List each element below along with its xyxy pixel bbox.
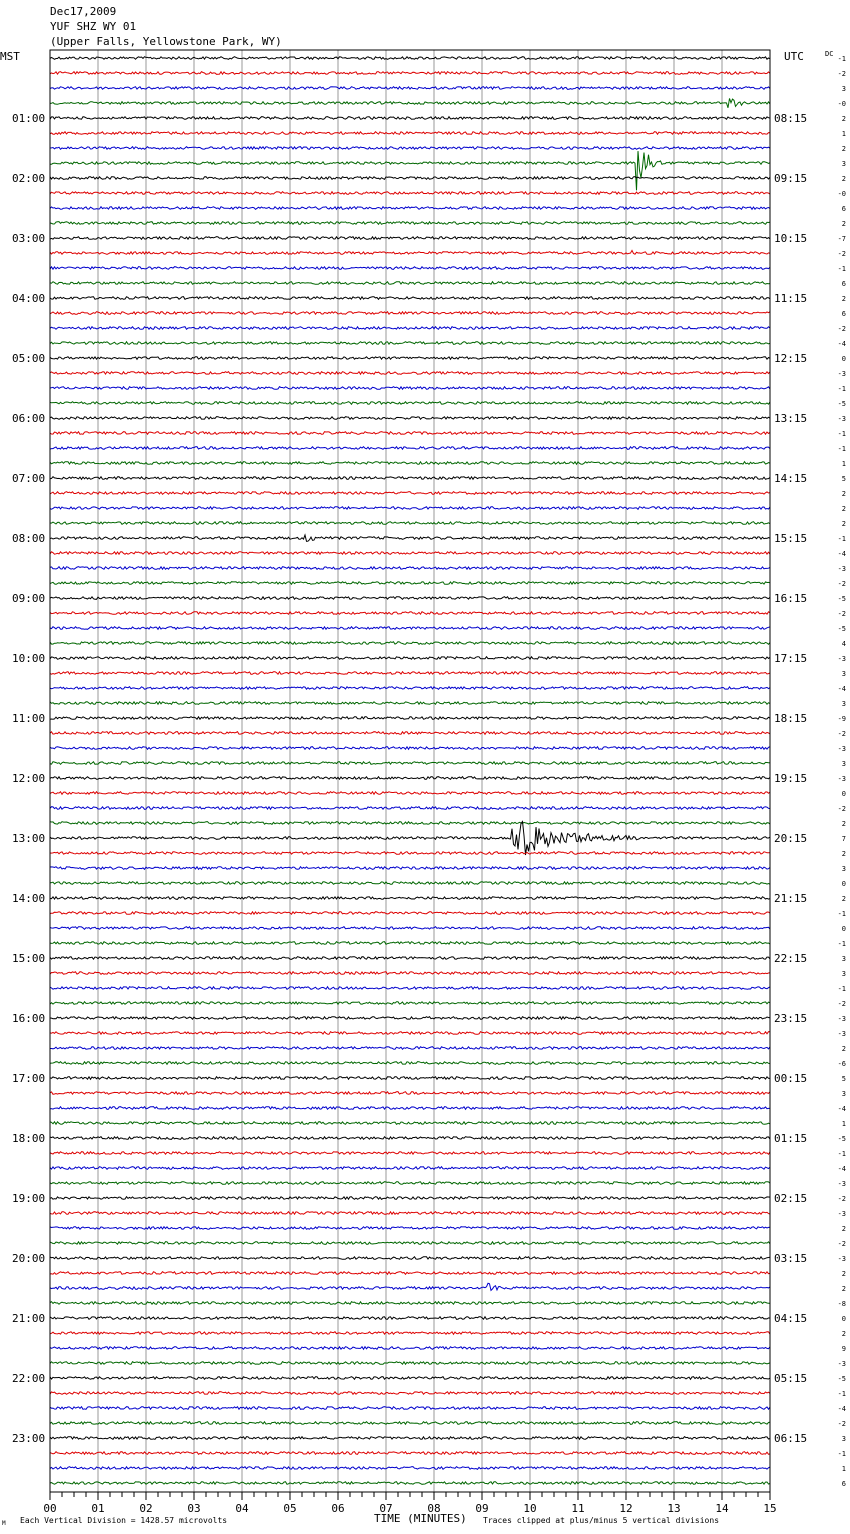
mst-hour-label: 15:00 [12,952,46,965]
dc-offset-label: 0 [841,880,846,888]
dc-offset-label: -4 [837,1405,846,1413]
dc-offset-label: -3 [837,1255,846,1263]
seismic-trace [50,627,770,630]
seismic-trace [50,1032,770,1035]
dc-offset-label: 3 [841,955,846,963]
dc-offset-label: -2 [837,805,846,813]
seismic-trace [50,1182,770,1185]
seismic-trace [50,1422,770,1425]
x-tick-label: 08 [427,1502,441,1515]
logo-mark: M [2,1520,6,1527]
dc-offset-label: 3 [841,85,846,93]
dc-offset-label: -9 [837,715,846,723]
right-timezone-label: UTC [784,50,804,63]
seismic-trace [50,1377,770,1380]
seismic-trace [50,267,770,270]
seismic-trace [50,987,770,990]
seismic-trace [50,1257,770,1260]
utc-hour-label: 20:15 [774,832,808,845]
seismic-trace [50,972,770,975]
seismic-trace [50,1212,770,1215]
mst-hour-label: 19:00 [12,1192,46,1205]
dc-offset-label: 1 [841,1120,846,1128]
seismic-trace [50,1062,770,1065]
dc-offset-label: 3 [841,970,846,978]
utc-hour-label: 17:15 [774,652,808,665]
utc-hour-label: 00:15 [774,1072,808,1085]
utc-hour-label: 19:15 [774,772,808,785]
x-tick-label: 04 [235,1502,249,1515]
x-tick-label: 02 [139,1502,153,1515]
location-label: (Upper Falls, Yellowstone Park, WY) [50,35,282,48]
seismic-trace [50,957,770,960]
mst-hour-label: 17:00 [12,1072,46,1085]
dc-offset-label: -2 [837,70,846,78]
seismic-trace [50,132,770,135]
scale-note: Each Vertical Division = 1428.57 microvolts [20,1516,228,1525]
seismic-trace [50,552,770,555]
trace-group [50,57,770,1485]
dc-offset-label: 2 [841,175,846,183]
mst-hour-label: 21:00 [12,1312,46,1325]
x-tick-label: 05 [283,1502,297,1515]
mst-hour-label: 04:00 [12,292,46,305]
dc-offset-labels [838,55,846,1488]
dc-offset-label: -7 [837,235,846,243]
dc-header-label: DC [825,50,834,58]
dc-offset-label: 6 [841,280,846,288]
seismic-trace [50,1152,770,1155]
date-label: Dec17,2009 [50,5,117,18]
mst-hour-label: 10:00 [12,652,46,665]
dc-offset-label: 2 [841,145,846,153]
mst-hour-label: 20:00 [12,1252,46,1265]
x-tick-label: 01 [91,1502,105,1515]
seismic-trace [50,612,770,615]
dc-offset-label: 3 [841,760,846,768]
seismic-trace [50,1332,770,1335]
dc-offset-label: 2 [841,115,846,123]
dc-offset-label: -0 [837,190,846,198]
utc-hour-label: 04:15 [774,1312,808,1325]
dc-offset-label: 2 [841,895,846,903]
dc-offset-label: 0 [841,925,846,933]
seismic-trace [50,282,770,285]
seismic-trace [50,522,770,525]
x-tick-label: 11 [571,1502,585,1515]
seismic-trace [50,177,770,180]
mst-hour-label: 02:00 [12,172,46,185]
seismic-trace [50,732,770,735]
seismic-trace [50,747,770,750]
dc-offset-label: 4 [841,640,846,648]
seismic-trace [50,822,770,825]
seismic-trace [50,582,770,585]
seismic-trace [50,927,770,930]
seismic-trace [50,687,770,690]
mst-hour-label: 11:00 [12,712,46,725]
dc-offset-label: 2 [841,520,846,528]
dc-offset-label: 3 [841,700,846,708]
utc-hour-label: 18:15 [774,712,808,725]
dc-offset-label: 0 [841,1315,846,1323]
dc-offset-label: -3 [837,565,846,573]
dc-offset-label: 1 [841,130,846,138]
x-axis-title: TIME (MINUTES) [374,1512,467,1525]
dc-offset-label: -3 [837,1210,846,1218]
mst-hour-label: 16:00 [12,1012,46,1025]
seismic-trace [50,1167,770,1170]
seismic-trace [50,1437,770,1440]
seismic-trace [50,342,770,345]
mst-hour-label: 09:00 [12,592,46,605]
seismic-trace [50,1197,770,1200]
dc-offset-label: -4 [837,685,846,693]
seismic-trace [50,357,770,360]
seismic-trace [50,672,770,675]
mst-hour-label: 14:00 [12,892,46,905]
seismic-trace [50,912,770,915]
x-tick-label: 15 [763,1502,777,1515]
seismic-trace [50,882,770,885]
dc-offset-label: -5 [837,400,846,408]
seismic-trace [50,567,770,570]
utc-hour-label: 08:15 [774,112,808,125]
seismic-trace [50,535,770,541]
left-timezone-label: MST [0,50,20,63]
dc-offset-label: -4 [837,340,846,348]
seismic-trace [50,1302,770,1305]
seismic-trace [50,642,770,645]
dc-offset-label: 6 [841,310,846,318]
seismic-trace [50,297,770,300]
dc-offset-label: -2 [837,580,846,588]
dc-offset-label: 6 [841,205,846,213]
mst-hour-label: 22:00 [12,1372,46,1385]
seismic-trace [50,1362,770,1365]
dc-offset-label: 3 [841,865,846,873]
dc-offset-label: 7 [841,835,846,843]
seismic-trace [50,207,770,210]
seismic-trace [50,1242,770,1245]
dc-offset-label: 5 [841,1075,846,1083]
dc-offset-label: -1 [837,385,846,393]
dc-offset-label: -4 [837,1165,846,1173]
dc-offset-label: 6 [841,1480,846,1488]
seismic-trace [50,387,770,390]
seismic-trace [50,792,770,795]
seismic-trace [50,1092,770,1095]
x-tick-label: 14 [715,1502,729,1515]
utc-hour-label: 05:15 [774,1372,808,1385]
seismic-trace [50,417,770,420]
seismic-trace [50,402,770,405]
minute-grid [98,50,722,1492]
x-tick-label: 13 [667,1502,681,1515]
mst-hour-label: 01:00 [12,112,46,125]
mst-hour-label: 06:00 [12,412,46,425]
dc-offset-label: -5 [837,1135,846,1143]
seismic-trace [50,507,770,510]
utc-hour-label: 01:15 [774,1132,808,1145]
dc-offset-label: -4 [837,1105,846,1113]
dc-offset-label: -3 [837,1015,846,1023]
seismic-trace [50,447,770,450]
seismic-trace [50,597,770,600]
dc-offset-label: 0 [841,355,846,363]
dc-offset-label: 2 [841,1045,846,1053]
dc-offset-label: 2 [841,505,846,513]
dc-offset-label: -2 [837,1420,846,1428]
seismic-trace [50,1047,770,1050]
utc-hour-label: 03:15 [774,1252,808,1265]
mst-hour-labels [12,112,45,1445]
utc-hour-label: 15:15 [774,532,808,545]
dc-offset-label: -3 [837,415,846,423]
mst-hour-label: 23:00 [12,1432,46,1445]
dc-offset-label: 2 [841,490,846,498]
utc-hour-label: 13:15 [774,412,808,425]
dc-offset-label: -2 [837,1000,846,1008]
seismic-trace [50,1002,770,1005]
dc-offset-label: 5 [841,475,846,483]
dc-offset-label: -2 [837,1240,846,1248]
dc-offset-label: -3 [837,1180,846,1188]
seismic-trace [50,1317,770,1320]
seismic-trace [50,807,770,810]
seismic-trace [50,1272,770,1275]
seismic-trace [50,1107,770,1110]
seismic-trace [50,237,770,240]
seismic-trace [50,867,770,870]
seismic-trace [50,1452,770,1455]
dc-offset-label: -2 [837,730,846,738]
seismic-trace [50,57,770,60]
seismic-trace [50,462,770,465]
dc-offset-label: -1 [837,430,846,438]
dc-offset-label: -2 [837,610,846,618]
dc-offset-label: -1 [837,535,846,543]
dc-offset-label: -1 [837,55,846,63]
utc-hour-label: 16:15 [774,592,808,605]
dc-offset-label: -4 [837,550,846,558]
dc-offset-label: -3 [837,655,846,663]
seismic-trace [50,1407,770,1410]
seismic-trace [50,1017,770,1020]
seismic-trace [50,250,770,254]
dc-offset-label: 3 [841,160,846,168]
seismic-trace [50,1347,770,1350]
utc-hour-labels [774,112,807,1445]
utc-hour-label: 11:15 [774,292,808,305]
dc-offset-label: -6 [837,1060,846,1068]
utc-hour-label: 10:15 [774,232,808,245]
dc-offset-label: -1 [837,1390,846,1398]
dc-offset-label: -2 [837,325,846,333]
dc-offset-label: -1 [837,265,846,273]
plot-frame [50,50,770,1492]
utc-hour-label: 02:15 [774,1192,808,1205]
dc-offset-label: 2 [841,220,846,228]
mst-hour-label: 07:00 [12,472,46,485]
mst-hour-label: 03:00 [12,232,46,245]
seismic-trace [50,222,770,225]
dc-offset-label: -0 [837,100,846,108]
mst-hour-label: 13:00 [12,832,46,845]
seismic-trace [50,852,770,855]
dc-offset-label: 2 [841,820,846,828]
dc-offset-label: 9 [841,1345,846,1353]
seismic-trace [50,657,770,660]
dc-offset-label: 0 [841,790,846,798]
seismic-trace [50,98,770,107]
seismic-trace [50,492,770,495]
seismic-trace [50,432,770,435]
seismic-trace [50,1283,770,1290]
dc-offset-label: -3 [837,370,846,378]
seismic-trace [50,822,770,856]
seismic-trace [50,72,770,75]
dc-offset-label: -2 [837,1195,846,1203]
seismic-trace [50,117,770,120]
seismic-trace [50,897,770,900]
x-tick-label: 09 [475,1502,489,1515]
utc-hour-label: 12:15 [774,352,808,365]
dc-offset-label: 3 [841,1435,846,1443]
seismic-trace [50,327,770,330]
seismic-trace [50,717,770,720]
dc-offset-label: -1 [837,985,846,993]
seismic-trace [50,1467,770,1470]
dc-offset-label: -3 [837,745,846,753]
clip-note: Traces clipped at plus/minus 5 vertical divisions [483,1516,720,1525]
dc-offset-label: -8 [837,1300,846,1308]
x-tick-label: 07 [379,1502,393,1515]
utc-hour-label: 09:15 [774,172,808,185]
seismic-trace [50,192,770,195]
x-tick-label: 00 [43,1502,57,1515]
x-tick-label: 06 [331,1502,345,1515]
seismic-trace [50,1122,770,1125]
dc-offset-label: 2 [841,1270,846,1278]
seismic-trace [50,312,770,315]
dc-offset-label: -1 [837,940,846,948]
dc-offset-label: -1 [837,445,846,453]
seismic-trace [50,372,770,375]
x-tick-label: 12 [619,1502,633,1515]
seismic-trace [50,1227,770,1230]
dc-offset-label: -3 [837,1360,846,1368]
dc-offset-label: 2 [841,1225,846,1233]
seismic-trace [50,762,770,765]
seismic-trace [50,477,770,480]
dc-offset-label: -1 [837,910,846,918]
utc-hour-label: 22:15 [774,952,808,965]
seismic-trace [50,1137,770,1140]
seismic-trace [50,1077,770,1080]
station-label: YUF SHZ WY 01 [50,20,137,33]
seismic-trace [50,777,770,780]
dc-offset-label: 2 [841,850,846,858]
dc-offset-label: 3 [841,670,846,678]
mst-hour-label: 18:00 [12,1132,46,1145]
utc-hour-label: 23:15 [774,1012,808,1025]
dc-offset-label: -3 [837,775,846,783]
seismic-trace [50,87,770,90]
x-tick-label: 10 [523,1502,537,1515]
utc-hour-label: 14:15 [774,472,808,485]
dc-offset-label: -1 [837,1450,846,1458]
mst-hour-label: 12:00 [12,772,46,785]
seismic-trace [50,1392,770,1395]
seismic-trace [50,1482,770,1485]
dc-offset-label: 2 [841,295,846,303]
dc-offset-label: 2 [841,1330,846,1338]
utc-hour-label: 21:15 [774,892,808,905]
dc-offset-label: 3 [841,1090,846,1098]
seismic-trace [50,702,770,705]
dc-offset-label: -3 [837,1030,846,1038]
dc-offset-label: -5 [837,1375,846,1383]
seismic-trace [50,151,770,190]
seismic-trace [50,942,770,945]
dc-offset-label: 1 [841,460,846,468]
dc-offset-label: 2 [841,1285,846,1293]
dc-offset-label: -2 [837,250,846,258]
dc-offset-label: -5 [837,625,846,633]
dc-offset-label: -1 [837,1150,846,1158]
dc-offset-label: 1 [841,1465,846,1473]
mst-hour-label: 05:00 [12,352,46,365]
seismic-trace [50,147,770,150]
utc-hour-label: 06:15 [774,1432,808,1445]
dc-offset-label: -5 [837,595,846,603]
x-tick-label: 03 [187,1502,201,1515]
mst-hour-label: 08:00 [12,532,46,545]
